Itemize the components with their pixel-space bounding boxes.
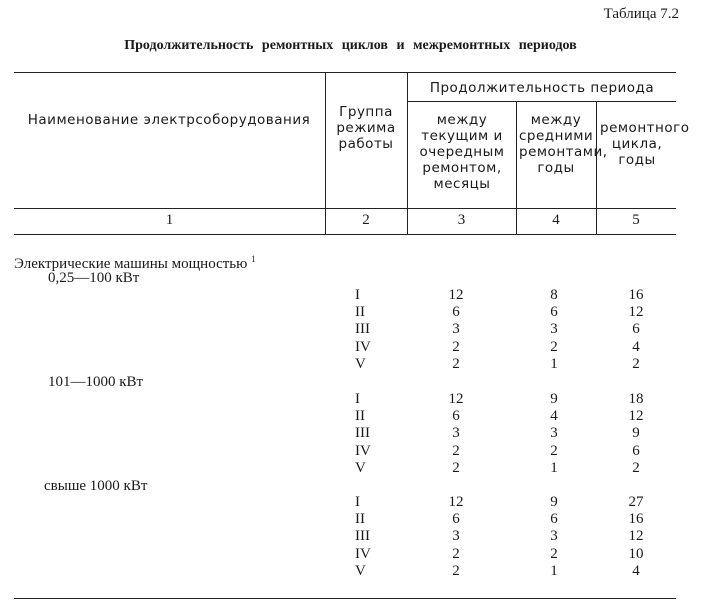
cell-mode-group: IV [355,545,371,562]
cell-medium-repair: 6 [550,511,558,528]
cell-medium-repair: 4 [550,408,558,425]
colnum-bottom-rule [14,234,676,235]
cell-medium-repair: 9 [550,391,558,407]
cell-mode-group: IV [355,442,371,459]
col-divider-1 [325,72,326,234]
cell-repair-cycle: 16 [628,511,644,528]
cell-mode-group: V [355,355,366,372]
header-mode-group: Группа режима работы [336,104,396,152]
cell-current-repair: 6 [452,304,460,321]
cell-repair-cycle: 9 [632,425,640,442]
col-number-5: 5 [632,212,640,228]
cell-repair-cycle: 4 [632,562,640,579]
cell-repair-cycle: 2 [632,459,640,476]
cell-current-repair: 2 [452,562,460,579]
cell-medium-repair: 3 [550,425,558,442]
table-number: Таблица 7.2 [603,6,679,22]
section-title-text: Электрические машины мощностью [14,256,248,272]
cell-medium-repair: 9 [550,494,558,510]
cell-repair-cycle: 10 [628,545,644,562]
cell-medium-repair: 1 [550,355,558,372]
cell-current-repair: 2 [452,545,460,562]
cell-current-repair: 3 [452,321,460,338]
cell-mode-group: IV [355,338,371,355]
table-bottom-rule [14,598,676,599]
cell-current-repair: 3 [452,425,460,442]
col-number-3: 3 [457,212,466,228]
cell-medium-repair: 2 [550,442,558,459]
col-number-4: 4 [552,212,560,228]
cell-repair-cycle: 16 [628,287,644,303]
cell-current-repair: 12 [448,494,464,510]
cell-mode-group: III [355,425,370,442]
cell-medium-repair: 1 [550,562,558,579]
cell-medium-repair: 3 [550,528,558,545]
header-current-repair: между текущим и очередным ремонтом, месяцы [419,112,505,192]
section-footnote-mark: 1 [251,254,256,264]
cell-medium-repair: 6 [550,304,558,321]
cell-medium-repair: 1 [550,459,558,476]
cell-repair-cycle: 12 [628,528,644,545]
cell-current-repair: 2 [452,355,460,372]
cell-repair-cycle: 2 [632,355,640,372]
cell-mode-group: I [355,287,360,303]
col-divider-2 [407,72,408,234]
header-bottom-rule [14,208,676,209]
cell-current-repair: 6 [452,511,460,528]
cell-current-repair: 2 [452,459,460,476]
cell-repair-cycle: 27 [628,494,644,510]
cell-medium-repair: 3 [550,321,558,338]
cell-current-repair: 6 [452,408,460,425]
cell-mode-group: III [355,528,370,545]
group-label-2: 101—1000 кВт [48,374,144,390]
cell-current-repair: 3 [452,528,460,545]
cell-repair-cycle: 12 [628,304,644,321]
cell-mode-group: V [355,562,366,579]
cell-current-repair: 12 [448,391,464,407]
span-header-rule [407,101,676,102]
cell-mode-group: V [355,459,366,476]
cell-repair-cycle: 18 [628,391,644,407]
col-number-2: 2 [362,212,370,228]
cell-mode-group: II [355,511,365,528]
cell-current-repair: 2 [452,338,460,355]
cell-medium-repair: 2 [550,338,558,355]
top-rule [14,72,676,73]
cell-repair-cycle: 6 [632,442,640,459]
cell-medium-repair: 8 [550,287,558,303]
header-duration-span: Продолжительность периода [429,80,655,96]
table-title: Продолжительность ремонтных циклов и межремонтных периодов [124,38,577,53]
cell-mode-group: I [355,391,360,407]
header-repair-cycle: ремонтного цикла, годы [600,120,690,168]
group-label-1: 0,25—100 кВт [48,270,140,286]
group-label-3: свыше 1000 кВт [44,478,148,494]
cell-medium-repair: 2 [550,545,558,562]
cell-repair-cycle: 4 [632,338,640,355]
header-equipment-name: Наименование электрсоборудования [27,112,311,128]
header-medium-repair: между средними ремонтами, годы [519,112,608,176]
cell-mode-group: II [355,408,365,425]
cell-repair-cycle: 6 [632,321,640,338]
cell-mode-group: III [355,321,370,338]
cell-repair-cycle: 12 [628,408,644,425]
cell-mode-group: I [355,494,360,510]
cell-current-repair: 2 [452,442,460,459]
cell-mode-group: II [355,304,365,321]
cell-current-repair: 12 [448,287,464,303]
col-number-1: 1 [165,212,174,228]
